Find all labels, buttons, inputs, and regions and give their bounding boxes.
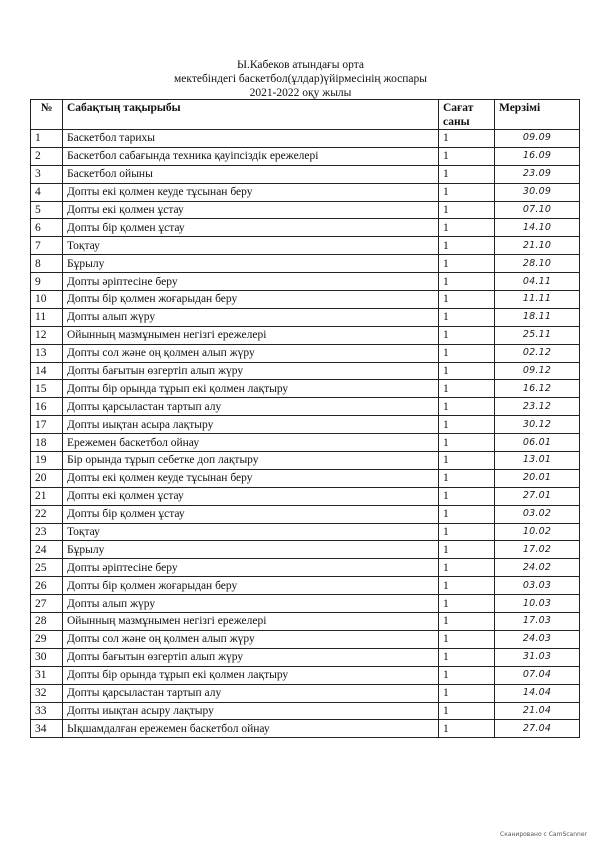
row-hours-cell: 1 [439,308,495,326]
row-hours-cell: 1 [439,416,495,434]
row-date-cell: 14.10 [495,219,580,237]
table-row [31,541,580,559]
row-date-cell: 13.01 [495,452,580,470]
row-number-cell: 28 [31,613,63,631]
row-topic-cell: Допты бағытын өзгертіп алып жүру [63,362,439,380]
row-hours-cell: 1 [439,595,495,613]
row-date-cell: 20.01 [495,469,580,487]
row-hours-cell: 1 [439,505,495,523]
column-header-date: Мерзімі [495,100,580,130]
row-hours-cell: 1 [439,469,495,487]
row-topic-cell: Баскетбол тарихы [63,130,439,148]
row-hours-cell: 1 [439,630,495,648]
table-row [31,469,580,487]
column-header-topic: Сабақтың тақырыбы [63,100,439,130]
row-number-cell: 26 [31,577,63,595]
row-number-cell: 20 [31,469,63,487]
table-row [31,487,580,505]
row-number-cell: 22 [31,505,63,523]
row-date-cell: 11.11 [495,291,580,309]
row-topic-cell: Допты сол және оң қолмен алып жүру [63,344,439,362]
row-date-cell: 21.10 [495,237,580,255]
row-number-cell: 25 [31,559,63,577]
row-number-cell: 17 [31,416,63,434]
row-topic-cell: Допты екі қолмен ұстау [63,487,439,505]
table-row [31,577,580,595]
row-topic-cell: Ойынның мазмұнымен негізгі ережелері [63,613,439,631]
row-number-cell: 23 [31,523,63,541]
row-number-cell: 32 [31,684,63,702]
row-date-cell: 23.12 [495,398,580,416]
row-date-cell: 02.12 [495,344,580,362]
row-topic-cell: Допты алып жүру [63,595,439,613]
row-number-cell: 18 [31,434,63,452]
table-row [31,398,580,416]
row-topic-cell: Бұрылу [63,255,439,273]
header-school-line: Ы.Кабеков атындағы орта [237,59,364,71]
row-date-cell: 27.04 [495,720,580,738]
row-date-cell: 07.10 [495,201,580,219]
row-date-cell: 17.02 [495,541,580,559]
row-topic-cell: Допты екі қолмен кеуде тұсынан беру [63,469,439,487]
row-hours-cell: 1 [439,523,495,541]
column-header-hours-line2: саны [443,116,470,128]
row-topic-cell: Ойынның мазмұнымен негізгі ережелері [63,326,439,344]
row-date-cell: 03.03 [495,577,580,595]
row-number-cell: 16 [31,398,63,416]
row-hours-cell: 1 [439,452,495,470]
row-hours-cell: 1 [439,613,495,631]
row-hours-cell: 1 [439,684,495,702]
table-row [31,523,580,541]
row-date-cell: 31.03 [495,648,580,666]
row-hours-cell: 1 [439,702,495,720]
row-number-cell: 3 [31,165,63,183]
row-date-cell: 23.09 [495,165,580,183]
row-hours-cell: 1 [439,434,495,452]
row-topic-cell: Допты екі қолмен кеуде тұсынан беру [63,183,439,201]
table-row [31,559,580,577]
row-number-cell: 10 [31,291,63,309]
row-topic-cell: Допты бір қолмен жоғарыдан беру [63,291,439,309]
table-row [31,684,580,702]
row-hours-cell: 1 [439,344,495,362]
table-row [31,273,580,291]
table-row [31,326,580,344]
row-hours-cell: 1 [439,380,495,398]
row-number-cell: 2 [31,147,63,165]
table-row [31,380,580,398]
row-hours-cell: 1 [439,130,495,148]
table-row [31,362,580,380]
row-number-cell: 13 [31,344,63,362]
table-row [31,237,580,255]
row-hours-cell: 1 [439,326,495,344]
table-row [31,344,580,362]
document-header [0,58,601,100]
row-hours-cell: 1 [439,165,495,183]
row-hours-cell: 1 [439,291,495,309]
row-number-cell: 14 [31,362,63,380]
row-number-cell: 19 [31,452,63,470]
table-row [31,702,580,720]
row-hours-cell: 1 [439,541,495,559]
table-row [31,183,580,201]
row-number-cell: 7 [31,237,63,255]
header-academic-year: 2021-2022 оқу жылы [249,87,352,99]
row-date-cell: 10.02 [495,523,580,541]
table-row [31,147,580,165]
table-header-row [31,100,580,130]
table-row [31,648,580,666]
table-row [31,630,580,648]
row-hours-cell: 1 [439,201,495,219]
table-row [31,720,580,738]
row-hours-cell: 1 [439,720,495,738]
row-topic-cell: Допты бір орында тұрып екі қолмен лақтыру [63,380,439,398]
table-body [31,130,580,738]
row-number-cell: 6 [31,219,63,237]
row-hours-cell: 1 [439,183,495,201]
column-header-hours [439,100,495,130]
row-number-cell: 11 [31,308,63,326]
column-header-hours-line1: Сағат [443,102,474,114]
row-date-cell: 09.12 [495,362,580,380]
row-hours-cell: 1 [439,147,495,165]
row-hours-cell: 1 [439,237,495,255]
table-row [31,291,580,309]
row-date-cell: 30.09 [495,183,580,201]
row-topic-cell: Допты қарсыластан тартып алу [63,398,439,416]
row-date-cell: 24.02 [495,559,580,577]
row-date-cell: 24.03 [495,630,580,648]
row-hours-cell: 1 [439,398,495,416]
table-row [31,505,580,523]
row-topic-cell: Тоқтау [63,237,439,255]
row-date-cell: 30.12 [495,416,580,434]
row-date-cell: 17.03 [495,613,580,631]
row-topic-cell: Допты қарсыластан тартып алу [63,684,439,702]
row-number-cell: 8 [31,255,63,273]
lesson-plan-table [30,99,580,738]
row-number-cell: 9 [31,273,63,291]
row-topic-cell: Тоқтау [63,523,439,541]
row-topic-cell: Ережемен баскетбол ойнау [63,434,439,452]
row-hours-cell: 1 [439,666,495,684]
row-number-cell: 27 [31,595,63,613]
row-date-cell: 16.12 [495,380,580,398]
row-number-cell: 30 [31,648,63,666]
row-topic-cell: Допты бір қолмен жоғарыдан беру [63,577,439,595]
row-date-cell: 10.03 [495,595,580,613]
row-date-cell: 06.01 [495,434,580,452]
row-number-cell: 24 [31,541,63,559]
row-date-cell: 09.09 [495,130,580,148]
table-row [31,416,580,434]
row-date-cell: 27.01 [495,487,580,505]
row-topic-cell: Допты бір қолмен ұстау [63,219,439,237]
row-topic-cell: Допты әріптесіне беру [63,559,439,577]
row-hours-cell: 1 [439,255,495,273]
row-topic-cell: Баскетбол сабағында техника қауіпсіздік ережелері [63,147,439,165]
table-row [31,452,580,470]
row-date-cell: 21.04 [495,702,580,720]
row-hours-cell: 1 [439,273,495,291]
table-row [31,255,580,273]
table-row [31,613,580,631]
row-date-cell: 25.11 [495,326,580,344]
row-number-cell: 5 [31,201,63,219]
table-row [31,219,580,237]
row-hours-cell: 1 [439,577,495,595]
table-row [31,595,580,613]
row-number-cell: 12 [31,326,63,344]
row-date-cell: 07.04 [495,666,580,684]
column-header-number: № [31,100,63,130]
row-hours-cell: 1 [439,219,495,237]
row-topic-cell: Допты бір орында тұрып екі қолмен лақтыру [63,666,439,684]
row-topic-cell: Допты иықтан асыру лақтыру [63,702,439,720]
row-date-cell: 14.04 [495,684,580,702]
scanner-footer-note: Сканировано с CamScanner [500,831,587,838]
row-topic-cell: Баскетбол ойыны [63,165,439,183]
row-topic-cell: Допты әріптесіне беру [63,273,439,291]
row-number-cell: 34 [31,720,63,738]
row-topic-cell: Допты бір қолмен ұстау [63,505,439,523]
row-topic-cell: Бұрылу [63,541,439,559]
row-topic-cell: Допты иықтан асыра лақтыру [63,416,439,434]
row-topic-cell: Допты сол және оң қолмен алып жүру [63,630,439,648]
table-row [31,201,580,219]
row-date-cell: 03.02 [495,505,580,523]
table-row [31,434,580,452]
row-hours-cell: 1 [439,559,495,577]
row-number-cell: 33 [31,702,63,720]
row-number-cell: 29 [31,630,63,648]
table-row [31,130,580,148]
table-row [31,666,580,684]
row-topic-cell: Бір орында тұрып себетке доп лақтыру [63,452,439,470]
row-number-cell: 31 [31,666,63,684]
row-hours-cell: 1 [439,487,495,505]
header-plan-title: мектебіндегі баскетбол(ұлдар)үйірмесінің жоспары [174,73,427,85]
row-number-cell: 15 [31,380,63,398]
row-topic-cell: Допты екі қолмен ұстау [63,201,439,219]
row-date-cell: 28.10 [495,255,580,273]
row-hours-cell: 1 [439,648,495,666]
row-date-cell: 04.11 [495,273,580,291]
row-topic-cell: Допты алып жүру [63,308,439,326]
row-number-cell: 4 [31,183,63,201]
row-date-cell: 16.09 [495,147,580,165]
row-topic-cell: Ықшамдалған ережемен баскетбол ойнау [63,720,439,738]
row-number-cell: 1 [31,130,63,148]
table-row [31,165,580,183]
row-date-cell: 18.11 [495,308,580,326]
row-topic-cell: Допты бағытын өзгертіп алып жүру [63,648,439,666]
table-row [31,308,580,326]
row-hours-cell: 1 [439,362,495,380]
row-number-cell: 21 [31,487,63,505]
